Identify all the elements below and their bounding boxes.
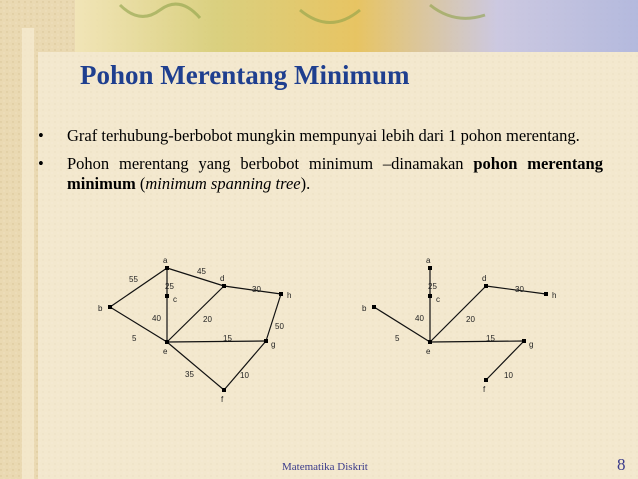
edge-weight-b-e: 5 bbox=[395, 334, 400, 343]
edge-weight-a-c: 25 bbox=[165, 282, 174, 291]
vertex-label-a: a bbox=[426, 256, 431, 265]
vertex-label-g: g bbox=[271, 340, 276, 349]
edge-e-g bbox=[167, 341, 266, 342]
graph-full bbox=[98, 256, 291, 404]
graph-minimum-spanning-tree bbox=[362, 256, 556, 394]
edge-weight-a-d: 45 bbox=[197, 267, 206, 276]
edge-weight-d-e: 20 bbox=[466, 315, 475, 324]
vertex-label-d: d bbox=[482, 274, 487, 283]
vertex-label-b: b bbox=[362, 304, 367, 313]
bullet-text: Graf terhubung-berbobot mungkin mempunyai lebih dari 1 pohon merentang. bbox=[67, 126, 580, 145]
edge-weight-e-g: 15 bbox=[223, 334, 232, 343]
edge-weight-d-h: 30 bbox=[252, 285, 261, 294]
vertex-c bbox=[165, 294, 169, 298]
page-number: 8 bbox=[617, 455, 626, 474]
edge-weight-h-g: 50 bbox=[275, 322, 284, 331]
edge-b-e bbox=[374, 307, 430, 342]
edge-weight-e-g: 15 bbox=[486, 334, 495, 343]
vertex-f bbox=[484, 378, 488, 382]
vertex-label-c: c bbox=[173, 295, 177, 304]
vertex-label-f: f bbox=[221, 395, 224, 404]
edge-h-g bbox=[266, 294, 281, 341]
vertex-b bbox=[372, 305, 376, 309]
vertex-label-c: c bbox=[436, 295, 440, 304]
vertex-label-h: h bbox=[287, 291, 292, 300]
vertex-label-d: d bbox=[220, 274, 225, 283]
edge-g-f bbox=[224, 341, 266, 390]
vertex-label-b: b bbox=[98, 304, 103, 313]
vertex-label-e: e bbox=[163, 347, 168, 356]
edge-b-e bbox=[110, 307, 167, 342]
edge-a-d bbox=[167, 268, 224, 286]
vertex-label-a: a bbox=[163, 256, 168, 265]
vertex-e bbox=[428, 340, 432, 344]
vertex-label-g: g bbox=[529, 340, 534, 349]
edge-weight-g-f: 10 bbox=[504, 371, 513, 380]
slide-title: Pohon Merentang Minimum bbox=[80, 60, 410, 90]
edge-weight-a-b: 55 bbox=[129, 275, 138, 284]
edge-e-g bbox=[430, 341, 524, 342]
vertex-e bbox=[165, 340, 169, 344]
bullet-text-part: ). bbox=[300, 174, 311, 193]
vertex-c bbox=[428, 294, 432, 298]
bullet-text-part: ( bbox=[135, 174, 146, 193]
bullet-item bbox=[38, 126, 603, 146]
vertex-d bbox=[222, 284, 226, 288]
vertex-label-h: h bbox=[552, 291, 557, 300]
edge-weight-a-c: 25 bbox=[428, 282, 437, 291]
bullet-term-italic: minimum spanning tree bbox=[145, 174, 301, 193]
edge-weight-d-e: 20 bbox=[203, 315, 212, 324]
edge-weight-b-e: 5 bbox=[132, 334, 137, 343]
footer-text: Matematika Diskrit bbox=[282, 461, 368, 473]
bullet-dot-icon: • bbox=[38, 154, 44, 173]
vertex-f bbox=[222, 388, 226, 392]
graph-figures bbox=[0, 240, 638, 410]
bullet-term-bold: pohon merentang minimum bbox=[67, 154, 603, 193]
vertex-a bbox=[165, 266, 169, 270]
vertex-b bbox=[108, 305, 112, 309]
edge-weight-d-h: 30 bbox=[515, 285, 524, 294]
vertex-g bbox=[264, 339, 268, 343]
edge-e-f bbox=[167, 342, 224, 390]
vertex-a bbox=[428, 266, 432, 270]
vertex-h bbox=[279, 292, 283, 296]
edge-weight-g-f: 10 bbox=[240, 371, 249, 380]
edge-a-b bbox=[110, 268, 167, 307]
bullet-item bbox=[38, 154, 603, 194]
bullet-text-part: Pohon merentang yang berbobot minimum –dinamakan bbox=[67, 154, 474, 173]
edge-weight-c-e: 40 bbox=[415, 314, 424, 323]
vertex-h bbox=[544, 292, 548, 296]
vertex-d bbox=[484, 284, 488, 288]
edge-weight-e-f: 35 bbox=[185, 370, 194, 379]
edge-weight-c-e: 40 bbox=[152, 314, 161, 323]
vertex-label-f: f bbox=[483, 385, 486, 394]
bullet-list bbox=[38, 126, 603, 202]
vertex-label-e: e bbox=[426, 347, 431, 356]
bullet-dot-icon: • bbox=[38, 126, 44, 145]
vertex-g bbox=[522, 339, 526, 343]
